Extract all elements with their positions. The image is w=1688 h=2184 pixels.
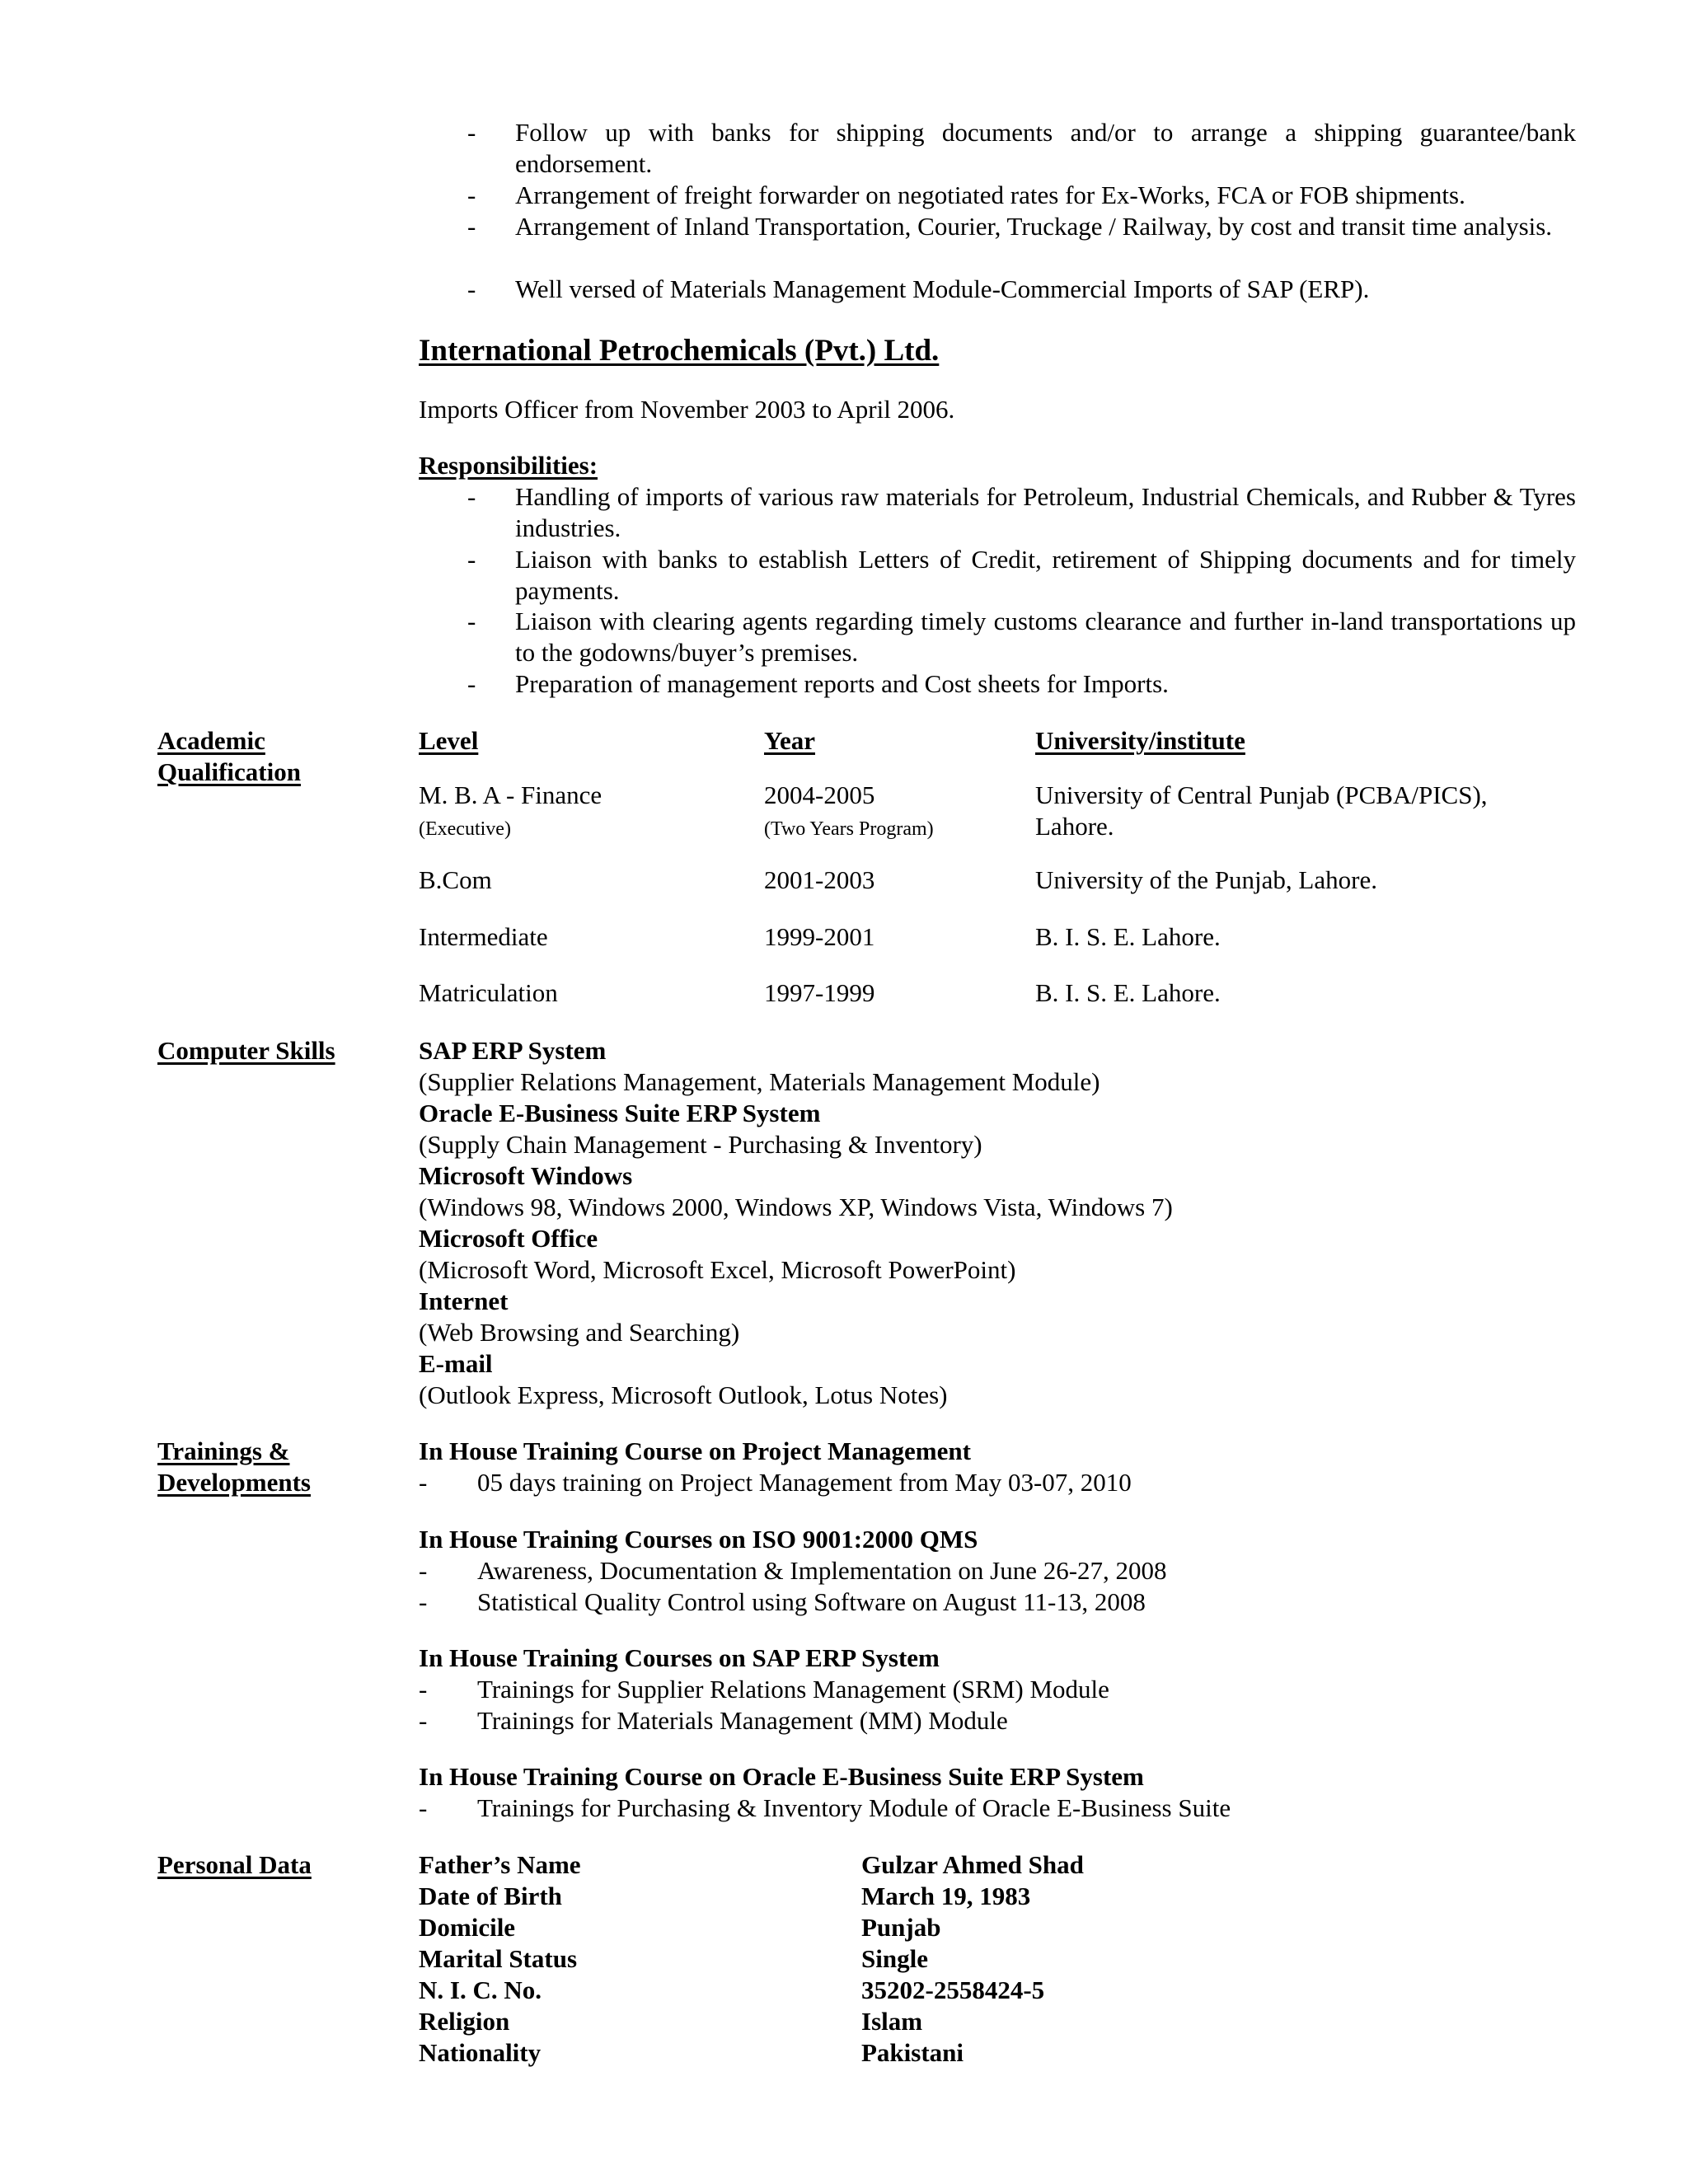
list-item [419, 1793, 1576, 1824]
list-item [419, 1586, 1576, 1618]
table-cell-level: Matriculation [419, 978, 558, 1007]
section-label-line: Academic [157, 726, 265, 755]
training-title: In House Training Courses on ISO 9001:2000 QMS [419, 1525, 978, 1554]
list-item [467, 544, 1576, 607]
list-item [467, 481, 1576, 544]
list-item [419, 1674, 1576, 1705]
bullet-text: Trainings for Materials Management (MM) Module [477, 1706, 1008, 1735]
column-header-year: Year [764, 726, 815, 755]
table-cell-level-note: (Executive) [419, 818, 511, 840]
training-title: In House Training Courses on SAP ERP System [419, 1643, 940, 1672]
table-cell-year: 2004-2005 [764, 780, 875, 809]
list-item [467, 211, 1576, 242]
section-label-line: Developments [157, 1468, 311, 1497]
skill-description: (Outlook Express, Microsoft Outlook, Lotus Notes) [419, 1380, 948, 1409]
section-label-trainings [157, 1436, 311, 1498]
skill-description: (Microsoft Word, Microsoft Excel, Microsoft PowerPoint) [419, 1255, 1016, 1284]
bullet-dash: - [419, 1587, 428, 1616]
section-label-computer-skills: Computer Skills [157, 1036, 335, 1065]
bullet-dash: - [419, 1468, 428, 1497]
personal-field-value: Gulzar Ahmed Shad [861, 1850, 1084, 1879]
skill-description: (Supply Chain Management - Purchasing & Inventory) [419, 1130, 982, 1159]
personal-field-label: Marital Status [419, 1944, 578, 1973]
personal-field-value: Islam [861, 2007, 923, 2036]
section-label-line: Trainings & [157, 1436, 290, 1465]
personal-field-value: Punjab [861, 1913, 941, 1942]
personal-field-value: 35202-2558424-5 [861, 1975, 1045, 2004]
column-header-level: Level [419, 726, 479, 755]
table-cell-institute: University of Central Punjab (PCBA/PICS), Lahore. [1035, 780, 1488, 841]
list-item [419, 1705, 1576, 1736]
table-cell-year-note: (Two Years Program) [764, 818, 934, 840]
personal-field-label: Domicile [419, 1913, 516, 1942]
bullet-text: Follow up with banks for shipping documents and/or to arrange a shipping guarantee/bank endorsement. [515, 118, 1576, 178]
table-cell-level: M. B. A - Finance [419, 780, 603, 809]
table-cell-year: 1997-1999 [764, 978, 875, 1007]
table-cell-year: 1999-2001 [764, 922, 875, 951]
bullet-text: Handling of imports of various raw materials for Petroleum, Industrial Chemicals, and Rubber & Tyres industries. [515, 482, 1576, 542]
bullet-text: 05 days training on Project Management from May 03-07, 2010 [477, 1468, 1132, 1497]
bullet-text: Trainings for Purchasing & Inventory Module of Oracle E-Business Suite [477, 1793, 1231, 1822]
training-title: In House Training Course on Project Management [419, 1436, 971, 1465]
bullet-text: Awareness, Documentation & Implementation on June 26-27, 2008 [477, 1556, 1167, 1585]
list-item [467, 117, 1576, 180]
table-cell-level: Intermediate [419, 922, 548, 951]
table-cell-year: 2001-2003 [764, 865, 875, 894]
bullet-dash: - [467, 545, 476, 574]
skill-description: (Windows 98, Windows 2000, Windows XP, Windows Vista, Windows 7) [419, 1193, 1173, 1221]
personal-field-label: Nationality [419, 2038, 542, 2067]
list-item [467, 668, 1576, 700]
bullet-dash: - [467, 118, 476, 147]
bullet-dash: - [467, 607, 476, 635]
section-label-line: Qualification [157, 757, 301, 786]
skill-description: (Supplier Relations Management, Materials Management Module) [419, 1067, 1100, 1096]
personal-field-label: Date of Birth [419, 1882, 562, 1910]
list-item [467, 606, 1576, 668]
bullet-dash: - [467, 482, 476, 511]
personal-field-label: N. I. C. No. [419, 1975, 542, 2004]
bullet-dash: - [467, 180, 476, 209]
skill-title: E-mail [419, 1349, 493, 1378]
bullet-dash: - [467, 669, 476, 698]
bullet-text: Preparation of management reports and Cost sheets for Imports. [515, 669, 1169, 698]
bullet-text: Statistical Quality Control using Software on August 11-13, 2008 [477, 1587, 1146, 1616]
bullet-dash: - [467, 212, 476, 241]
table-cell-institute: B. I. S. E. Lahore. [1035, 922, 1221, 951]
table-cell-institute: B. I. S. E. Lahore. [1035, 978, 1221, 1007]
company-name: International Petrochemicals (Pvt.) Ltd. [419, 334, 940, 368]
responsibilities-heading: Responsibilities: [419, 451, 598, 480]
section-label-academic [157, 725, 301, 788]
personal-data-values [861, 1849, 1084, 2069]
bullet-text: Arrangement of Inland Transportation, Courier, Truckage / Railway, by cost and transit time analysis. [515, 212, 1553, 241]
skill-title: Microsoft Windows [419, 1161, 633, 1190]
personal-field-label: Religion [419, 2007, 510, 2036]
skill-title: Oracle E-Business Suite ERP System [419, 1099, 821, 1127]
skill-title: Internet [419, 1286, 509, 1315]
computer-skills-list [419, 1035, 1173, 1411]
training-title: In House Training Course on Oracle E-Business Suite ERP System [419, 1762, 1144, 1791]
skill-title: Microsoft Office [419, 1224, 598, 1253]
list-item [467, 274, 1576, 305]
bullet-dash: - [419, 1556, 428, 1585]
section-label-personal-data: Personal Data [157, 1850, 312, 1879]
skill-title: SAP ERP System [419, 1036, 607, 1065]
personal-field-value: Pakistani [861, 2038, 964, 2067]
column-header-institute: University/institute [1035, 726, 1245, 755]
table-cell-institute: University of the Punjab, Lahore. [1035, 865, 1377, 894]
bullet-dash: - [419, 1675, 428, 1704]
personal-field-label: Father’s Name [419, 1850, 581, 1879]
bullet-dash: - [419, 1793, 428, 1822]
personal-field-value: Single [861, 1944, 928, 1973]
job-role: Imports Officer from November 2003 to April 2006. [419, 395, 955, 424]
bullet-dash: - [419, 1706, 428, 1735]
personal-field-value: March 19, 1983 [861, 1882, 1031, 1910]
bullet-text: Liaison with clearing agents regarding timely customs clearance and further in-land transportations up to the godowns/buyer’s premises. [515, 607, 1576, 667]
bullet-text: Trainings for Supplier Relations Management (SRM) Module [477, 1675, 1109, 1704]
skill-description: (Web Browsing and Searching) [419, 1318, 740, 1347]
list-item [419, 1555, 1576, 1586]
bullet-dash: - [467, 274, 476, 303]
bullet-text: Liaison with banks to establish Letters of Credit, retirement of Shipping documents and for timely payments. [515, 545, 1576, 605]
table-cell-level: B.Com [419, 865, 492, 894]
bullet-text: Arrangement of freight forwarder on negotiated rates for Ex-Works, FCA or FOB shipments. [515, 180, 1465, 209]
personal-data-keys [419, 1849, 581, 2069]
bullet-text: Well versed of Materials Management Module-Commercial Imports of SAP (ERP). [515, 274, 1370, 303]
list-item [467, 180, 1576, 211]
list-item [419, 1467, 1576, 1498]
